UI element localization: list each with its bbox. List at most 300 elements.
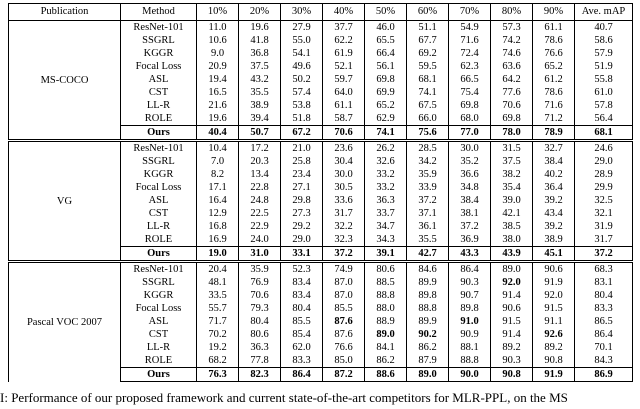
value-cell: 89.2: [533, 341, 575, 354]
value-cell: 74.2: [491, 34, 533, 47]
value-cell: 12.9: [197, 207, 239, 220]
value-cell: 51.1: [407, 21, 449, 35]
table-header-row: [9, 4, 633, 21]
value-cell: 83.4: [281, 276, 323, 289]
value-cell: 19.4: [197, 73, 239, 86]
value-cell: 90.7: [449, 289, 491, 302]
value-cell: 34.7: [365, 220, 407, 233]
value-cell: 37.5: [239, 60, 281, 73]
value-cell: 33.6: [323, 194, 365, 207]
value-cell: 36.9: [449, 233, 491, 247]
value-cell: 77.8: [239, 354, 281, 368]
value-cell: 86.4: [575, 328, 633, 341]
value-cell: 89.0: [407, 368, 449, 382]
value-cell: 24.0: [239, 233, 281, 247]
value-cell: 54.1: [281, 47, 323, 60]
method-cell: CST: [121, 207, 197, 220]
value-cell: 27.3: [281, 207, 323, 220]
value-cell: 80.6: [239, 328, 281, 341]
value-cell: 57.8: [575, 99, 633, 112]
value-cell: 66.0: [407, 112, 449, 126]
value-cell: 32.7: [533, 141, 575, 156]
value-cell: 88.8: [365, 289, 407, 302]
value-cell: 32.6: [365, 155, 407, 168]
column-header: 70%: [449, 4, 491, 21]
value-cell: 34.8: [449, 181, 491, 194]
value-cell: 87.6: [323, 315, 365, 328]
value-cell: 77.0: [449, 126, 491, 141]
value-cell: 61.9: [323, 47, 365, 60]
method-cell: ROLE: [121, 233, 197, 247]
value-cell: 39.2: [533, 220, 575, 233]
value-cell: 19.6: [239, 21, 281, 35]
value-cell: 71.6: [533, 99, 575, 112]
value-cell: 17.1: [197, 181, 239, 194]
value-cell: 28.9: [575, 168, 633, 181]
value-cell: 91.4: [491, 289, 533, 302]
value-cell: 86.9: [575, 368, 633, 382]
value-cell: 86.4: [281, 368, 323, 382]
value-cell: 38.4: [449, 194, 491, 207]
value-cell: 21.0: [281, 141, 323, 156]
column-header: Ave. mAP: [575, 4, 633, 21]
value-cell: 83.3: [575, 302, 633, 315]
value-cell: 71.2: [533, 112, 575, 126]
method-cell: Ours: [121, 368, 197, 382]
value-cell: 70.6: [491, 99, 533, 112]
value-cell: 83.4: [281, 289, 323, 302]
value-cell: 36.4: [533, 181, 575, 194]
value-cell: 37.2: [407, 194, 449, 207]
value-cell: 39.1: [365, 247, 407, 262]
method-cell: CST: [121, 328, 197, 341]
value-cell: 50.2: [281, 73, 323, 86]
value-cell: 29.2: [281, 220, 323, 233]
value-cell: 43.3: [449, 247, 491, 262]
value-cell: 91.9: [533, 276, 575, 289]
value-cell: 10.6: [197, 34, 239, 47]
value-cell: 78.6: [533, 34, 575, 47]
value-cell: 70.6: [239, 289, 281, 302]
value-cell: 88.8: [449, 354, 491, 368]
table-row: [9, 141, 633, 156]
value-cell: 90.3: [449, 276, 491, 289]
value-cell: 80.6: [365, 262, 407, 277]
value-cell: 37.2: [323, 247, 365, 262]
value-cell: 40.4: [197, 126, 239, 141]
method-cell: KGGR: [121, 47, 197, 60]
column-header: 50%: [365, 4, 407, 21]
value-cell: 24.6: [575, 141, 633, 156]
value-cell: 33.2: [365, 181, 407, 194]
method-cell: SSGRL: [121, 34, 197, 47]
value-cell: 68.2: [197, 354, 239, 368]
value-cell: 51.8: [281, 112, 323, 126]
column-header: 30%: [281, 4, 323, 21]
value-cell: 89.8: [449, 302, 491, 315]
value-cell: 38.0: [491, 233, 533, 247]
value-cell: 23.4: [281, 168, 323, 181]
value-cell: 65.2: [533, 60, 575, 73]
value-cell: 62.2: [323, 34, 365, 47]
value-cell: 78.0: [491, 126, 533, 141]
value-cell: 76.6: [323, 341, 365, 354]
column-header: 10%: [197, 4, 239, 21]
value-cell: 61.0: [575, 86, 633, 99]
value-cell: 85.5: [281, 315, 323, 328]
method-cell: Ours: [121, 247, 197, 262]
method-cell: ASL: [121, 73, 197, 86]
value-cell: 89.0: [491, 262, 533, 277]
value-cell: 38.9: [533, 233, 575, 247]
value-cell: 68.1: [407, 73, 449, 86]
value-cell: 86.5: [575, 315, 633, 328]
value-cell: 61.2: [533, 73, 575, 86]
value-cell: 66.5: [449, 73, 491, 86]
value-cell: 69.9: [365, 86, 407, 99]
value-cell: 27.9: [281, 21, 323, 35]
value-cell: 89.8: [407, 289, 449, 302]
method-cell: Focal Loss: [121, 302, 197, 315]
value-cell: 59.5: [407, 60, 449, 73]
value-cell: 38.5: [491, 220, 533, 233]
value-cell: 88.6: [365, 368, 407, 382]
value-cell: 58.6: [575, 34, 633, 47]
value-cell: 67.5: [407, 99, 449, 112]
value-cell: 32.5: [575, 194, 633, 207]
value-cell: 62.9: [365, 112, 407, 126]
value-cell: 35.4: [491, 181, 533, 194]
value-cell: 51.9: [575, 60, 633, 73]
value-cell: 86.2: [407, 341, 449, 354]
value-cell: 91.5: [533, 302, 575, 315]
results-table-body: [9, 21, 633, 382]
value-cell: 90.8: [491, 368, 533, 382]
value-cell: 91.0: [449, 315, 491, 328]
value-cell: 55.8: [575, 73, 633, 86]
value-cell: 65.5: [365, 34, 407, 47]
value-cell: 19.2: [197, 341, 239, 354]
value-cell: 84.6: [407, 262, 449, 277]
value-cell: 74.1: [365, 126, 407, 141]
value-cell: 40.7: [575, 21, 633, 35]
value-cell: 82.3: [239, 368, 281, 382]
value-cell: 67.2: [281, 126, 323, 141]
value-cell: 20.9: [197, 60, 239, 73]
value-cell: 38.9: [239, 99, 281, 112]
value-cell: 31.7: [323, 207, 365, 220]
value-cell: 69.8: [449, 99, 491, 112]
value-cell: 42.1: [491, 207, 533, 220]
value-cell: 90.2: [407, 328, 449, 341]
publication-cell: MS-COCO: [9, 21, 121, 141]
publication-cell: VG: [9, 141, 121, 262]
value-cell: 32.2: [323, 220, 365, 233]
value-cell: 35.5: [239, 86, 281, 99]
value-cell: 16.5: [197, 86, 239, 99]
value-cell: 72.4: [449, 47, 491, 60]
value-cell: 88.8: [407, 302, 449, 315]
value-cell: 29.0: [575, 155, 633, 168]
value-cell: 88.5: [365, 276, 407, 289]
value-cell: 91.9: [533, 368, 575, 382]
results-table: [8, 3, 633, 382]
value-cell: 25.8: [281, 155, 323, 168]
value-cell: 31.9: [575, 220, 633, 233]
value-cell: 55.7: [197, 302, 239, 315]
value-cell: 22.5: [239, 207, 281, 220]
value-cell: 63.6: [491, 60, 533, 73]
value-cell: 76.6: [533, 47, 575, 60]
value-cell: 74.1: [407, 86, 449, 99]
value-cell: 53.8: [281, 99, 323, 112]
value-cell: 91.4: [491, 328, 533, 341]
value-cell: 36.8: [239, 47, 281, 60]
value-cell: 33.5: [197, 289, 239, 302]
column-header: Method: [121, 4, 197, 21]
value-cell: 57.4: [281, 86, 323, 99]
value-cell: 40.2: [533, 168, 575, 181]
value-cell: 76.9: [239, 276, 281, 289]
value-cell: 56.4: [575, 112, 633, 126]
value-cell: 22.9: [239, 220, 281, 233]
value-cell: 90.9: [449, 328, 491, 341]
value-cell: 90.3: [491, 354, 533, 368]
value-cell: 36.3: [365, 194, 407, 207]
value-cell: 70.1: [575, 341, 633, 354]
value-cell: 49.6: [281, 60, 323, 73]
column-header: 20%: [239, 4, 281, 21]
method-cell: ROLE: [121, 354, 197, 368]
value-cell: 20.4: [197, 262, 239, 277]
value-cell: 20.3: [239, 155, 281, 168]
value-cell: 17.2: [239, 141, 281, 156]
value-cell: 31.5: [491, 141, 533, 156]
method-cell: ASL: [121, 315, 197, 328]
value-cell: 88.0: [365, 302, 407, 315]
value-cell: 31.0: [239, 247, 281, 262]
value-cell: 89.9: [407, 276, 449, 289]
value-cell: 50.7: [239, 126, 281, 141]
value-cell: 33.1: [281, 247, 323, 262]
value-cell: 89.0: [365, 328, 407, 341]
value-cell: 45.1: [533, 247, 575, 262]
value-cell: 87.2: [323, 368, 365, 382]
column-header: 40%: [323, 4, 365, 21]
table-caption: I: Performance of our proposed framework and current state-of-the-art competitors for MLR-PPL, on the MS: [0, 390, 568, 405]
value-cell: 38.4: [533, 155, 575, 168]
value-cell: 36.3: [239, 341, 281, 354]
value-cell: 80.4: [239, 315, 281, 328]
column-header: 60%: [407, 4, 449, 21]
value-cell: 78.9: [533, 126, 575, 141]
value-cell: 57.3: [491, 21, 533, 35]
value-cell: 90.6: [533, 262, 575, 277]
value-cell: 43.2: [239, 73, 281, 86]
value-cell: 35.9: [239, 262, 281, 277]
method-cell: KGGR: [121, 168, 197, 181]
value-cell: 29.8: [281, 194, 323, 207]
value-cell: 85.5: [323, 302, 365, 315]
value-cell: 78.6: [533, 86, 575, 99]
value-cell: 33.2: [365, 168, 407, 181]
value-cell: 37.7: [323, 21, 365, 35]
value-cell: 64.2: [491, 73, 533, 86]
value-cell: 57.9: [575, 47, 633, 60]
value-cell: 70.2: [197, 328, 239, 341]
value-cell: 84.3: [575, 354, 633, 368]
value-cell: 87.9: [407, 354, 449, 368]
value-cell: 68.0: [449, 112, 491, 126]
value-cell: 38.2: [491, 168, 533, 181]
value-cell: 29.0: [281, 233, 323, 247]
value-cell: 36.6: [449, 168, 491, 181]
value-cell: 68.3: [575, 262, 633, 277]
value-cell: 69.2: [407, 47, 449, 60]
value-cell: 34.3: [365, 233, 407, 247]
value-cell: 88.9: [365, 315, 407, 328]
value-cell: 89.9: [407, 315, 449, 328]
column-header: 90%: [533, 4, 575, 21]
value-cell: 30.5: [323, 181, 365, 194]
value-cell: 91.1: [533, 315, 575, 328]
method-cell: KGGR: [121, 289, 197, 302]
value-cell: 71.7: [197, 315, 239, 328]
value-cell: 69.8: [365, 73, 407, 86]
value-cell: 76.3: [197, 368, 239, 382]
value-cell: 59.7: [323, 73, 365, 86]
value-cell: 37.2: [575, 247, 633, 262]
value-cell: 91.5: [491, 315, 533, 328]
value-cell: 79.3: [239, 302, 281, 315]
method-cell: ROLE: [121, 112, 197, 126]
table-row: [9, 21, 633, 35]
value-cell: 34.2: [407, 155, 449, 168]
value-cell: 33.9: [407, 181, 449, 194]
column-header: 80%: [491, 4, 533, 21]
value-cell: 9.0: [197, 47, 239, 60]
value-cell: 88.1: [449, 341, 491, 354]
value-cell: 61.1: [323, 99, 365, 112]
value-cell: 29.9: [575, 181, 633, 194]
value-cell: 46.0: [365, 21, 407, 35]
value-cell: 21.6: [197, 99, 239, 112]
method-cell: Ours: [121, 126, 197, 141]
value-cell: 43.4: [533, 207, 575, 220]
value-cell: 19.6: [197, 112, 239, 126]
value-cell: 86.4: [449, 262, 491, 277]
value-cell: 13.4: [239, 168, 281, 181]
value-cell: 16.4: [197, 194, 239, 207]
value-cell: 83.3: [281, 354, 323, 368]
value-cell: 16.9: [197, 233, 239, 247]
value-cell: 74.9: [323, 262, 365, 277]
value-cell: 86.2: [365, 354, 407, 368]
value-cell: 37.5: [491, 155, 533, 168]
value-cell: 68.1: [575, 126, 633, 141]
method-cell: LL-R: [121, 341, 197, 354]
value-cell: 8.2: [197, 168, 239, 181]
value-cell: 89.2: [491, 341, 533, 354]
value-cell: 26.2: [365, 141, 407, 156]
value-cell: 39.2: [533, 194, 575, 207]
value-cell: 75.6: [407, 126, 449, 141]
value-cell: 92.0: [491, 276, 533, 289]
value-cell: 70.6: [323, 126, 365, 141]
table-row: [9, 262, 633, 277]
value-cell: 80.4: [281, 302, 323, 315]
value-cell: 67.7: [407, 34, 449, 47]
value-cell: 37.2: [449, 220, 491, 233]
value-cell: 31.7: [575, 233, 633, 247]
value-cell: 85.0: [323, 354, 365, 368]
value-cell: 35.9: [407, 168, 449, 181]
value-cell: 30.0: [449, 141, 491, 156]
method-cell: Focal Loss: [121, 60, 197, 73]
method-cell: LL-R: [121, 99, 197, 112]
value-cell: 56.1: [365, 60, 407, 73]
publication-cell: Pascal VOC 2007: [9, 262, 121, 382]
method-cell: ResNet-101: [121, 141, 197, 156]
value-cell: 7.0: [197, 155, 239, 168]
value-cell: 90.0: [449, 368, 491, 382]
value-cell: 66.4: [365, 47, 407, 60]
value-cell: 43.9: [491, 247, 533, 262]
value-cell: 39.0: [491, 194, 533, 207]
value-cell: 71.6: [449, 34, 491, 47]
value-cell: 62.0: [281, 341, 323, 354]
value-cell: 36.1: [407, 220, 449, 233]
value-cell: 69.8: [491, 112, 533, 126]
value-cell: 41.8: [239, 34, 281, 47]
value-cell: 85.4: [281, 328, 323, 341]
value-cell: 74.6: [491, 47, 533, 60]
value-cell: 38.1: [449, 207, 491, 220]
value-cell: 58.7: [323, 112, 365, 126]
value-cell: 24.8: [239, 194, 281, 207]
value-cell: 87.0: [323, 289, 365, 302]
value-cell: 83.1: [575, 276, 633, 289]
value-cell: 77.6: [491, 86, 533, 99]
value-cell: 33.7: [365, 207, 407, 220]
method-cell: SSGRL: [121, 276, 197, 289]
method-cell: ResNet-101: [121, 21, 197, 35]
value-cell: 55.0: [281, 34, 323, 47]
value-cell: 92.0: [533, 289, 575, 302]
value-cell: 10.4: [197, 141, 239, 156]
value-cell: 16.8: [197, 220, 239, 233]
column-header: Publication: [9, 4, 121, 21]
value-cell: 11.0: [197, 21, 239, 35]
value-cell: 52.1: [323, 60, 365, 73]
value-cell: 90.8: [533, 354, 575, 368]
value-cell: 84.1: [365, 341, 407, 354]
method-cell: ASL: [121, 194, 197, 207]
value-cell: 27.1: [281, 181, 323, 194]
method-cell: LL-R: [121, 220, 197, 233]
value-cell: 87.6: [323, 328, 365, 341]
value-cell: 92.6: [533, 328, 575, 341]
method-cell: ResNet-101: [121, 262, 197, 277]
method-cell: CST: [121, 86, 197, 99]
value-cell: 42.7: [407, 247, 449, 262]
value-cell: 65.2: [365, 99, 407, 112]
value-cell: 52.3: [281, 262, 323, 277]
value-cell: 87.0: [323, 276, 365, 289]
value-cell: 48.1: [197, 276, 239, 289]
value-cell: 32.1: [575, 207, 633, 220]
value-cell: 35.5: [407, 233, 449, 247]
